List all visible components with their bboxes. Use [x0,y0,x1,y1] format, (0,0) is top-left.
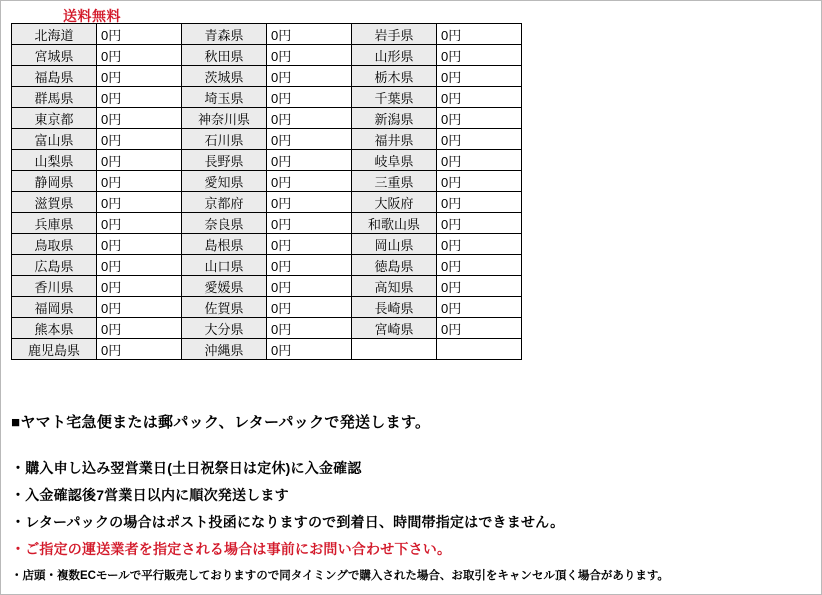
fee-cell: 0円 [437,276,522,297]
fee-cell: 0円 [437,213,522,234]
prefecture-cell: 山梨県 [12,150,97,171]
table-row [12,339,522,360]
fee-cell: 0円 [97,255,182,276]
fee-cell: 0円 [437,171,522,192]
fee-cell: 0円 [437,192,522,213]
fee-cell: 0円 [97,66,182,87]
prefecture-cell: 宮崎県 [352,318,437,339]
shipping-fee-table [11,23,522,360]
fee-cell: 0円 [97,297,182,318]
prefecture-cell: 茨城県 [182,66,267,87]
table-row [12,276,522,297]
fee-cell: 0円 [437,87,522,108]
prefecture-cell: 千葉県 [352,87,437,108]
fee-cell: 0円 [97,276,182,297]
fee-cell: 0円 [437,24,522,45]
table-row [12,108,522,129]
fee-cell: 0円 [437,129,522,150]
fee-cell: 0円 [97,45,182,66]
fee-cell: 0円 [267,297,352,318]
fee-cell: 0円 [97,87,182,108]
prefecture-cell: 宮城県 [12,45,97,66]
table-row [12,150,522,171]
table-row [12,318,522,339]
fee-cell: 0円 [97,318,182,339]
prefecture-cell: 愛媛県 [182,276,267,297]
fee-cell: 0円 [97,150,182,171]
table-row [12,297,522,318]
prefecture-cell: 高知県 [352,276,437,297]
prefecture-cell: 富山県 [12,129,97,150]
prefecture-cell: 佐賀県 [182,297,267,318]
prefecture-cell: 長崎県 [352,297,437,318]
prefecture-cell: 岡山県 [352,234,437,255]
fee-cell: 0円 [267,276,352,297]
prefecture-cell: 鳥取県 [12,234,97,255]
prefecture-cell: 大阪府 [352,192,437,213]
note-dispatch-period: ・入金確認後7営業日以内に順次発送します [11,487,289,503]
prefecture-cell: 静岡県 [12,171,97,192]
fee-cell: 0円 [97,171,182,192]
prefecture-cell: 北海道 [12,24,97,45]
note-shipping-method: ■ヤマト宅急便または郵パック、レターパックで発送します。 [11,414,431,431]
fee-cell: 0円 [97,192,182,213]
table-row [12,87,522,108]
table-row [12,171,522,192]
table-row [12,255,522,276]
prefecture-cell: 福岡県 [12,297,97,318]
fee-cell: 0円 [437,255,522,276]
prefecture-cell: 埼玉県 [182,87,267,108]
prefecture-cell: 熊本県 [12,318,97,339]
prefecture-cell: 新潟県 [352,108,437,129]
fee-cell: 0円 [437,318,522,339]
prefecture-cell: 島根県 [182,234,267,255]
fee-cell: 0円 [437,234,522,255]
prefecture-cell: 大分県 [182,318,267,339]
prefecture-cell: 山口県 [182,255,267,276]
prefecture-cell: 神奈川県 [182,108,267,129]
empty-fee-cell [437,339,522,360]
prefecture-cell: 栃木県 [352,66,437,87]
fee-cell: 0円 [437,150,522,171]
prefecture-cell: 兵庫県 [12,213,97,234]
fee-cell: 0円 [267,45,352,66]
fee-cell: 0円 [267,108,352,129]
fee-cell: 0円 [267,234,352,255]
fee-cell: 0円 [267,213,352,234]
fee-cell: 0円 [267,318,352,339]
prefecture-cell: 鹿児島県 [12,339,97,360]
fee-cell: 0円 [97,339,182,360]
prefecture-cell: 石川県 [182,129,267,150]
fee-cell: 0円 [437,45,522,66]
fee-cell: 0円 [267,255,352,276]
prefecture-cell: 和歌山県 [352,213,437,234]
fee-cell: 0円 [267,66,352,87]
fee-cell: 0円 [437,297,522,318]
empty-prefecture-cell [352,339,437,360]
fee-cell: 0円 [437,108,522,129]
prefecture-cell: 福島県 [12,66,97,87]
prefecture-cell: 広島県 [12,255,97,276]
free-shipping-heading: 送料無料 [63,8,121,24]
note-payment-confirmation: ・購入申し込み翌営業日(土日祝祭日は定休)に入金確認 [11,460,362,476]
table-row [12,45,522,66]
note-carrier-designation: ・ご指定の運送業者を指定される場合は事前にお問い合わせ下さい。 [11,541,452,557]
table-row [12,24,522,45]
prefecture-cell: 長野県 [182,150,267,171]
fee-cell: 0円 [97,24,182,45]
shipping-fee-table-body [12,24,522,360]
table-row [12,192,522,213]
prefecture-cell: 沖縄県 [182,339,267,360]
fee-cell: 0円 [267,87,352,108]
prefecture-cell: 徳島県 [352,255,437,276]
prefecture-cell: 岩手県 [352,24,437,45]
fee-cell: 0円 [267,192,352,213]
prefecture-cell: 岐阜県 [352,150,437,171]
table-row [12,213,522,234]
prefecture-cell: 京都府 [182,192,267,213]
fee-cell: 0円 [267,150,352,171]
prefecture-cell: 愛知県 [182,171,267,192]
shipping-notes [11,411,811,583]
prefecture-cell: 青森県 [182,24,267,45]
prefecture-cell: 滋賀県 [12,192,97,213]
table-row [12,129,522,150]
table-row [12,66,522,87]
prefecture-cell: 奈良県 [182,213,267,234]
prefecture-cell: 秋田県 [182,45,267,66]
table-row [12,234,522,255]
prefecture-cell: 群馬県 [12,87,97,108]
note-parallel-sales: ・店頭・複数ECモールで平行販売しておりますので同タイミングで購入された場合、お取引をキャンセル頂く場合があります。 [11,570,669,582]
fee-cell: 0円 [97,234,182,255]
fee-cell: 0円 [437,66,522,87]
prefecture-cell: 山形県 [352,45,437,66]
fee-cell: 0円 [267,24,352,45]
note-letterpack: ・レターパックの場合はポスト投函になりますので到着日、時間帯指定はできません。 [11,514,565,530]
fee-cell: 0円 [267,129,352,150]
fee-cell: 0円 [97,213,182,234]
fee-cell: 0円 [97,108,182,129]
fee-cell: 0円 [267,171,352,192]
prefecture-cell: 香川県 [12,276,97,297]
fee-cell: 0円 [267,339,352,360]
fee-cell: 0円 [97,129,182,150]
prefecture-cell: 三重県 [352,171,437,192]
prefecture-cell: 東京都 [12,108,97,129]
prefecture-cell: 福井県 [352,129,437,150]
